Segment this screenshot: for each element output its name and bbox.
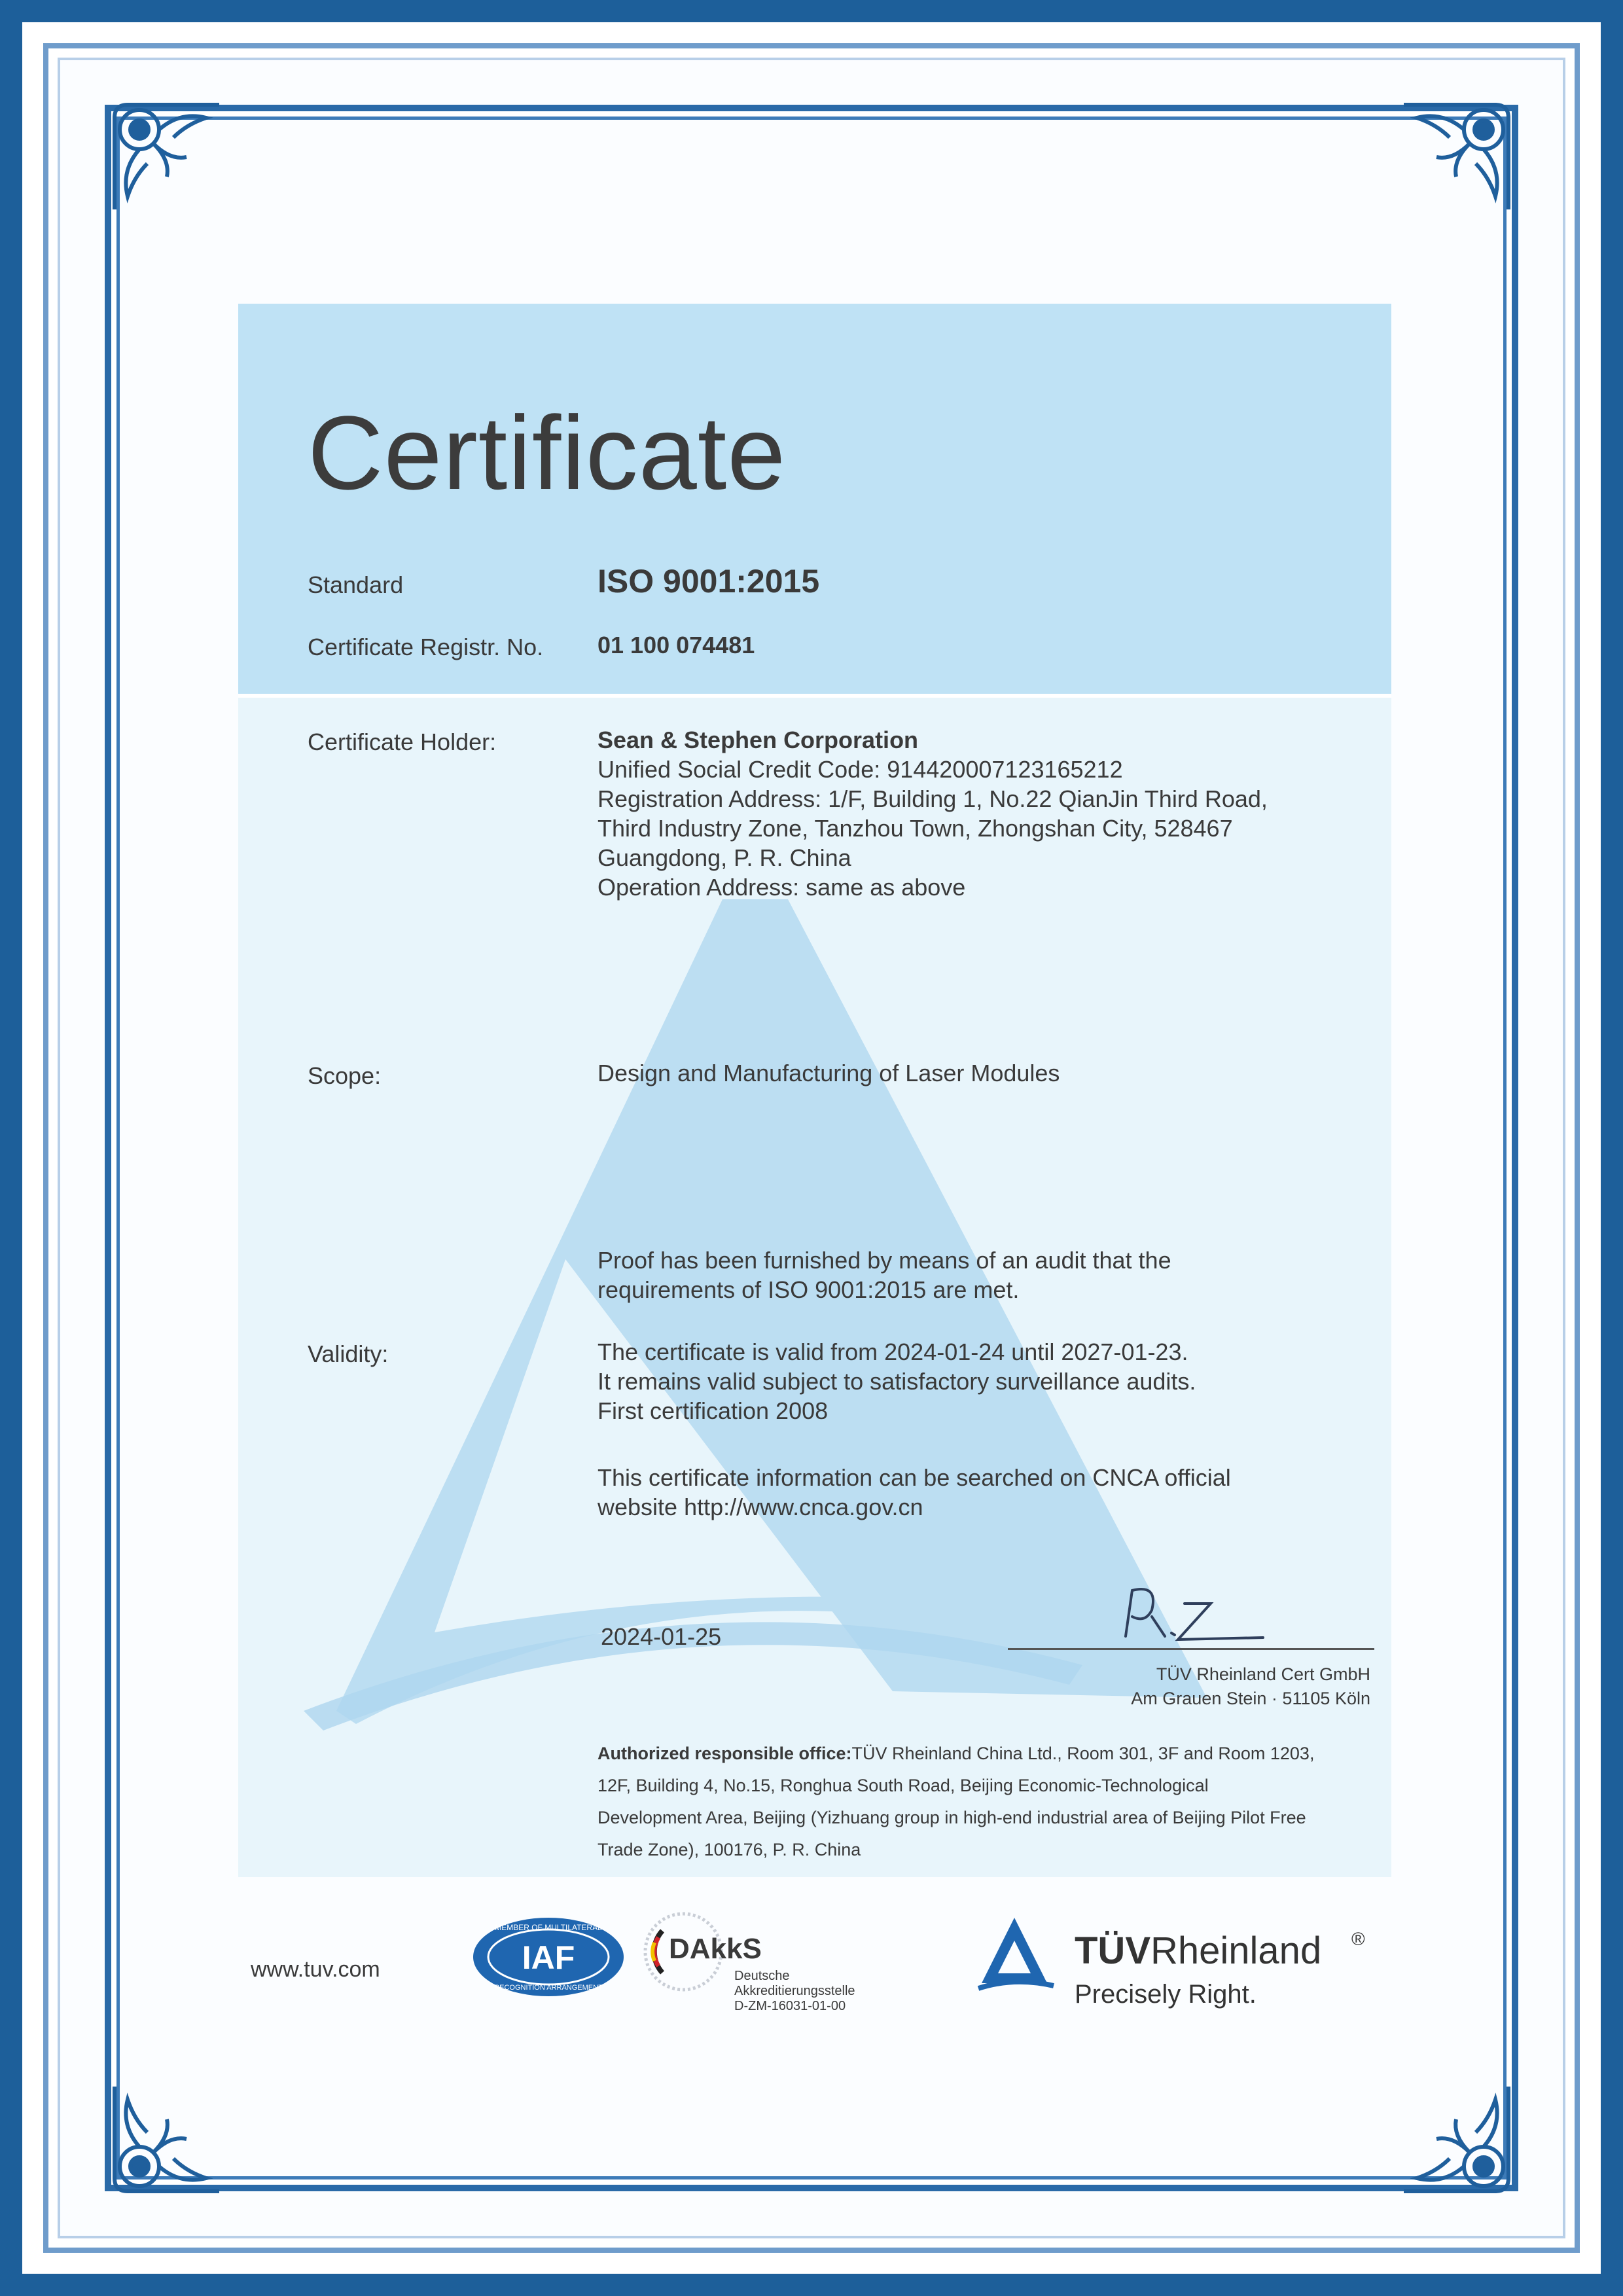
cnca-block: [597, 1463, 1231, 1522]
dakks-line1: Deutsche: [734, 1969, 790, 1983]
signature-icon: [1113, 1577, 1276, 1649]
ornament-corner-icon: [1397, 2080, 1515, 2198]
office-line: Development Area, Beijing (Yizhuang group in high-end industrial area of Beijing Pilot Free: [597, 1808, 1306, 1827]
holder-block: [597, 725, 1268, 902]
iaf-ring-bottom: RECOGNITION ARRANGEMENT: [494, 1984, 603, 1992]
issue-date: 2024-01-25: [601, 1623, 722, 1650]
office-label: Authorized responsible office:: [597, 1744, 852, 1763]
tuv-slogan: Precisely Right.: [1075, 1980, 1257, 2009]
holder-line: Registration Address: 1/F, Building 1, No.22 QianJin Third Road,: [597, 785, 1268, 812]
proof-block: [597, 1246, 1171, 1304]
holder-name: Sean & Stephen Corporation: [597, 726, 919, 753]
holder-line: Third Industry Zone, Tanzhou Town, Zhongshan City, 528467: [597, 815, 1233, 842]
tuv-reg: ®: [1351, 1929, 1365, 1949]
ornament-corner-icon: [108, 2080, 226, 2198]
issuer-name: TÜV Rheinland Cert GmbH: [1156, 1664, 1370, 1684]
dakks-line2: Akkreditierungsstelle: [734, 1984, 855, 1998]
holder-line: Unified Social Credit Code: 914420007123165212: [597, 756, 1123, 783]
tuv-rheinland-logo-icon: [975, 1911, 1394, 2016]
validity-block: [597, 1337, 1196, 1426]
scope-label: Scope:: [308, 1062, 382, 1089]
website-link[interactable]: www.tuv.com: [251, 1957, 380, 1982]
dakks-id: D-ZM-16031-01-00: [734, 1999, 846, 2013]
iaf-logo-icon: [470, 1914, 627, 2000]
ornament-corner-icon: [1397, 98, 1515, 216]
office-block: [597, 1738, 1314, 1866]
tuv-brand-text: [1075, 1929, 1321, 1972]
holder-line: Guangdong, P. R. China: [597, 844, 851, 871]
validity-label: Validity:: [308, 1340, 389, 1367]
holder-line: Operation Address: same as above: [597, 874, 966, 901]
standard-value: ISO 9001:2015: [597, 563, 820, 600]
validity-line: It remains valid subject to satisfactory surveillance audits.: [597, 1368, 1196, 1395]
tuv-brand: TÜV: [1075, 1929, 1150, 1972]
office-line: 12F, Building 4, No.15, Ronghua South Road, Beijing Economic-Technological: [597, 1776, 1209, 1795]
proof-line: requirements of ISO 9001:2015 are met.: [597, 1276, 1020, 1303]
issuer-address: Am Grauen Stein · 51105 Köln: [1131, 1689, 1370, 1708]
holder-label: Certificate Holder:: [308, 728, 497, 755]
validity-line: The certificate is valid from 2024-01-24 until 2027-01-23.: [597, 1338, 1188, 1365]
cnca-line: website http://www.cnca.gov.cn: [597, 1494, 923, 1520]
ornament-corner-icon: [108, 98, 226, 216]
standard-label: Standard: [308, 571, 404, 598]
scope-value: Design and Manufacturing of Laser Modules: [597, 1060, 1060, 1086]
office-line: TÜV Rheinland China Ltd., Room 301, 3F and Room 1203,: [851, 1744, 1315, 1763]
tuv-brand2: Rheinland: [1150, 1929, 1322, 1972]
cnca-line: This certificate information can be searched on CNCA official: [597, 1464, 1231, 1491]
iaf-ring-top: MEMBER OF MULTILATERAL: [495, 1923, 602, 1932]
iaf-text: IAF: [522, 1939, 575, 1976]
signature-line: [1008, 1648, 1374, 1650]
dakks-name: DAkkS: [669, 1933, 762, 1965]
regno-value: 01 100 074481: [597, 632, 755, 658]
dakks-logo-icon: [643, 1905, 891, 2016]
certificate-title: Certificate: [308, 394, 787, 511]
validity-line: First certification 2008: [597, 1397, 829, 1424]
proof-line: Proof has been furnished by means of an audit that the: [597, 1247, 1171, 1274]
issuer-block: [1021, 1662, 1370, 1711]
office-line: Trade Zone), 100176, P. R. China: [597, 1840, 861, 1859]
regno-label: Certificate Registr. No.: [308, 634, 544, 660]
